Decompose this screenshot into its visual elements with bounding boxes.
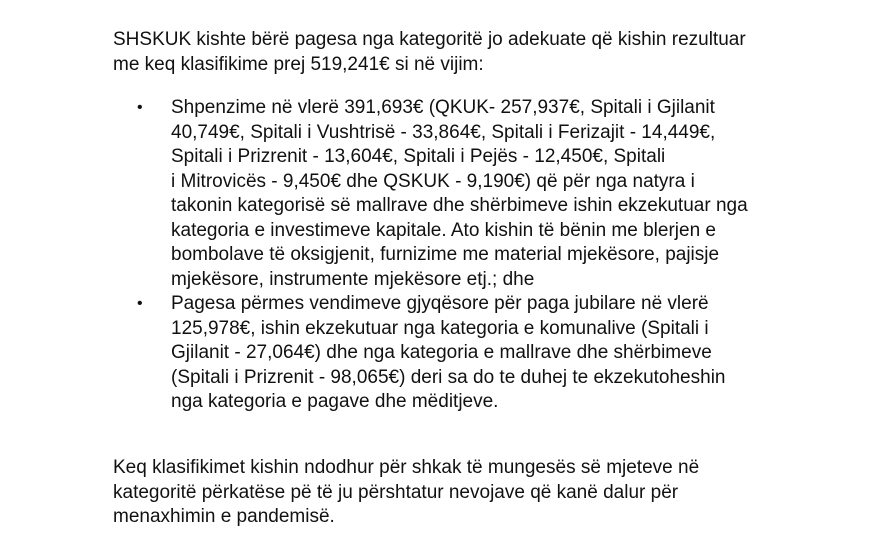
bullet-line: bombolave të oksigjenit, furnizime me material mjekësore, pajisje [171, 244, 720, 265]
closing-paragraph [113, 456, 853, 530]
bullet-line: Spitali i Prizrenit - 13,604€, Spitali i Pejës - 12,450€, Spitali [171, 146, 666, 167]
bullet-item-expenses [113, 96, 853, 292]
closing-line: Keq klasifikimet kishin ndodhur për shkak të mungesës së mjeteve në [113, 457, 700, 478]
bullet-line: i Mitrovicës - 9,450€ dhe QSKUK - 9,190€) që për nga natyra i [171, 170, 695, 192]
bullet-line: Gjilanit - 27,064€) dhe nga kategoria e mallrave dhe shërbimeve [171, 342, 712, 363]
bullet-line: Pagesa përmes vendimeve gjyqësore për paga jubilare në vlerë [171, 293, 709, 314]
bullet-line: (Spitali i Prizrenit - 98,065€) deri sa do te duhej te ekzekutoheshin [171, 366, 726, 388]
intro-line: me keq klasifikime prej 519,241€ si në vijim: [113, 53, 484, 75]
bullet-line: 40,749€, Spitali i Vushtrisë - 33,864€, Spitali i Ferizajit - 14,449€, [171, 121, 716, 143]
intro-paragraph [113, 28, 853, 77]
bullet-line: nga kategoria e pagave dhe mëditjeve. [171, 391, 499, 412]
bullet-icon: • [137, 295, 143, 312]
bullet-line: kategoria e investimeve kapitale. Ato kishin të bënin me blerjen e [171, 219, 716, 241]
bullet-line: takonin kategorisë së mallrave dhe shërbimeve ishin ekzekutuar nga [171, 195, 748, 216]
bullet-icon: • [137, 99, 143, 116]
bullet-line: 125,978€, ishin ekzekutuar nga kategoria e komunalive (Spitali i [171, 317, 709, 339]
bullet-list [113, 96, 853, 415]
closing-line: kategoritë përkatëse pë të ju përshtatur nevojave që kanë dalur për [113, 481, 679, 503]
bullet-line: Shpenzime në vlerë 391,693€ (QKUK- 257,937€, Spitali i Gjilanit [171, 97, 715, 118]
bullet-line: mjekësore, instrumente mjekësore etj.; dhe [171, 268, 535, 290]
intro-line: SHSKUK kishte bërë pagesa nga kategoritë jo adekuate që kishin rezultuar [113, 29, 746, 50]
bullet-item-court-payments [113, 292, 853, 415]
closing-line: menaxhimin e pandemisë. [113, 506, 335, 527]
